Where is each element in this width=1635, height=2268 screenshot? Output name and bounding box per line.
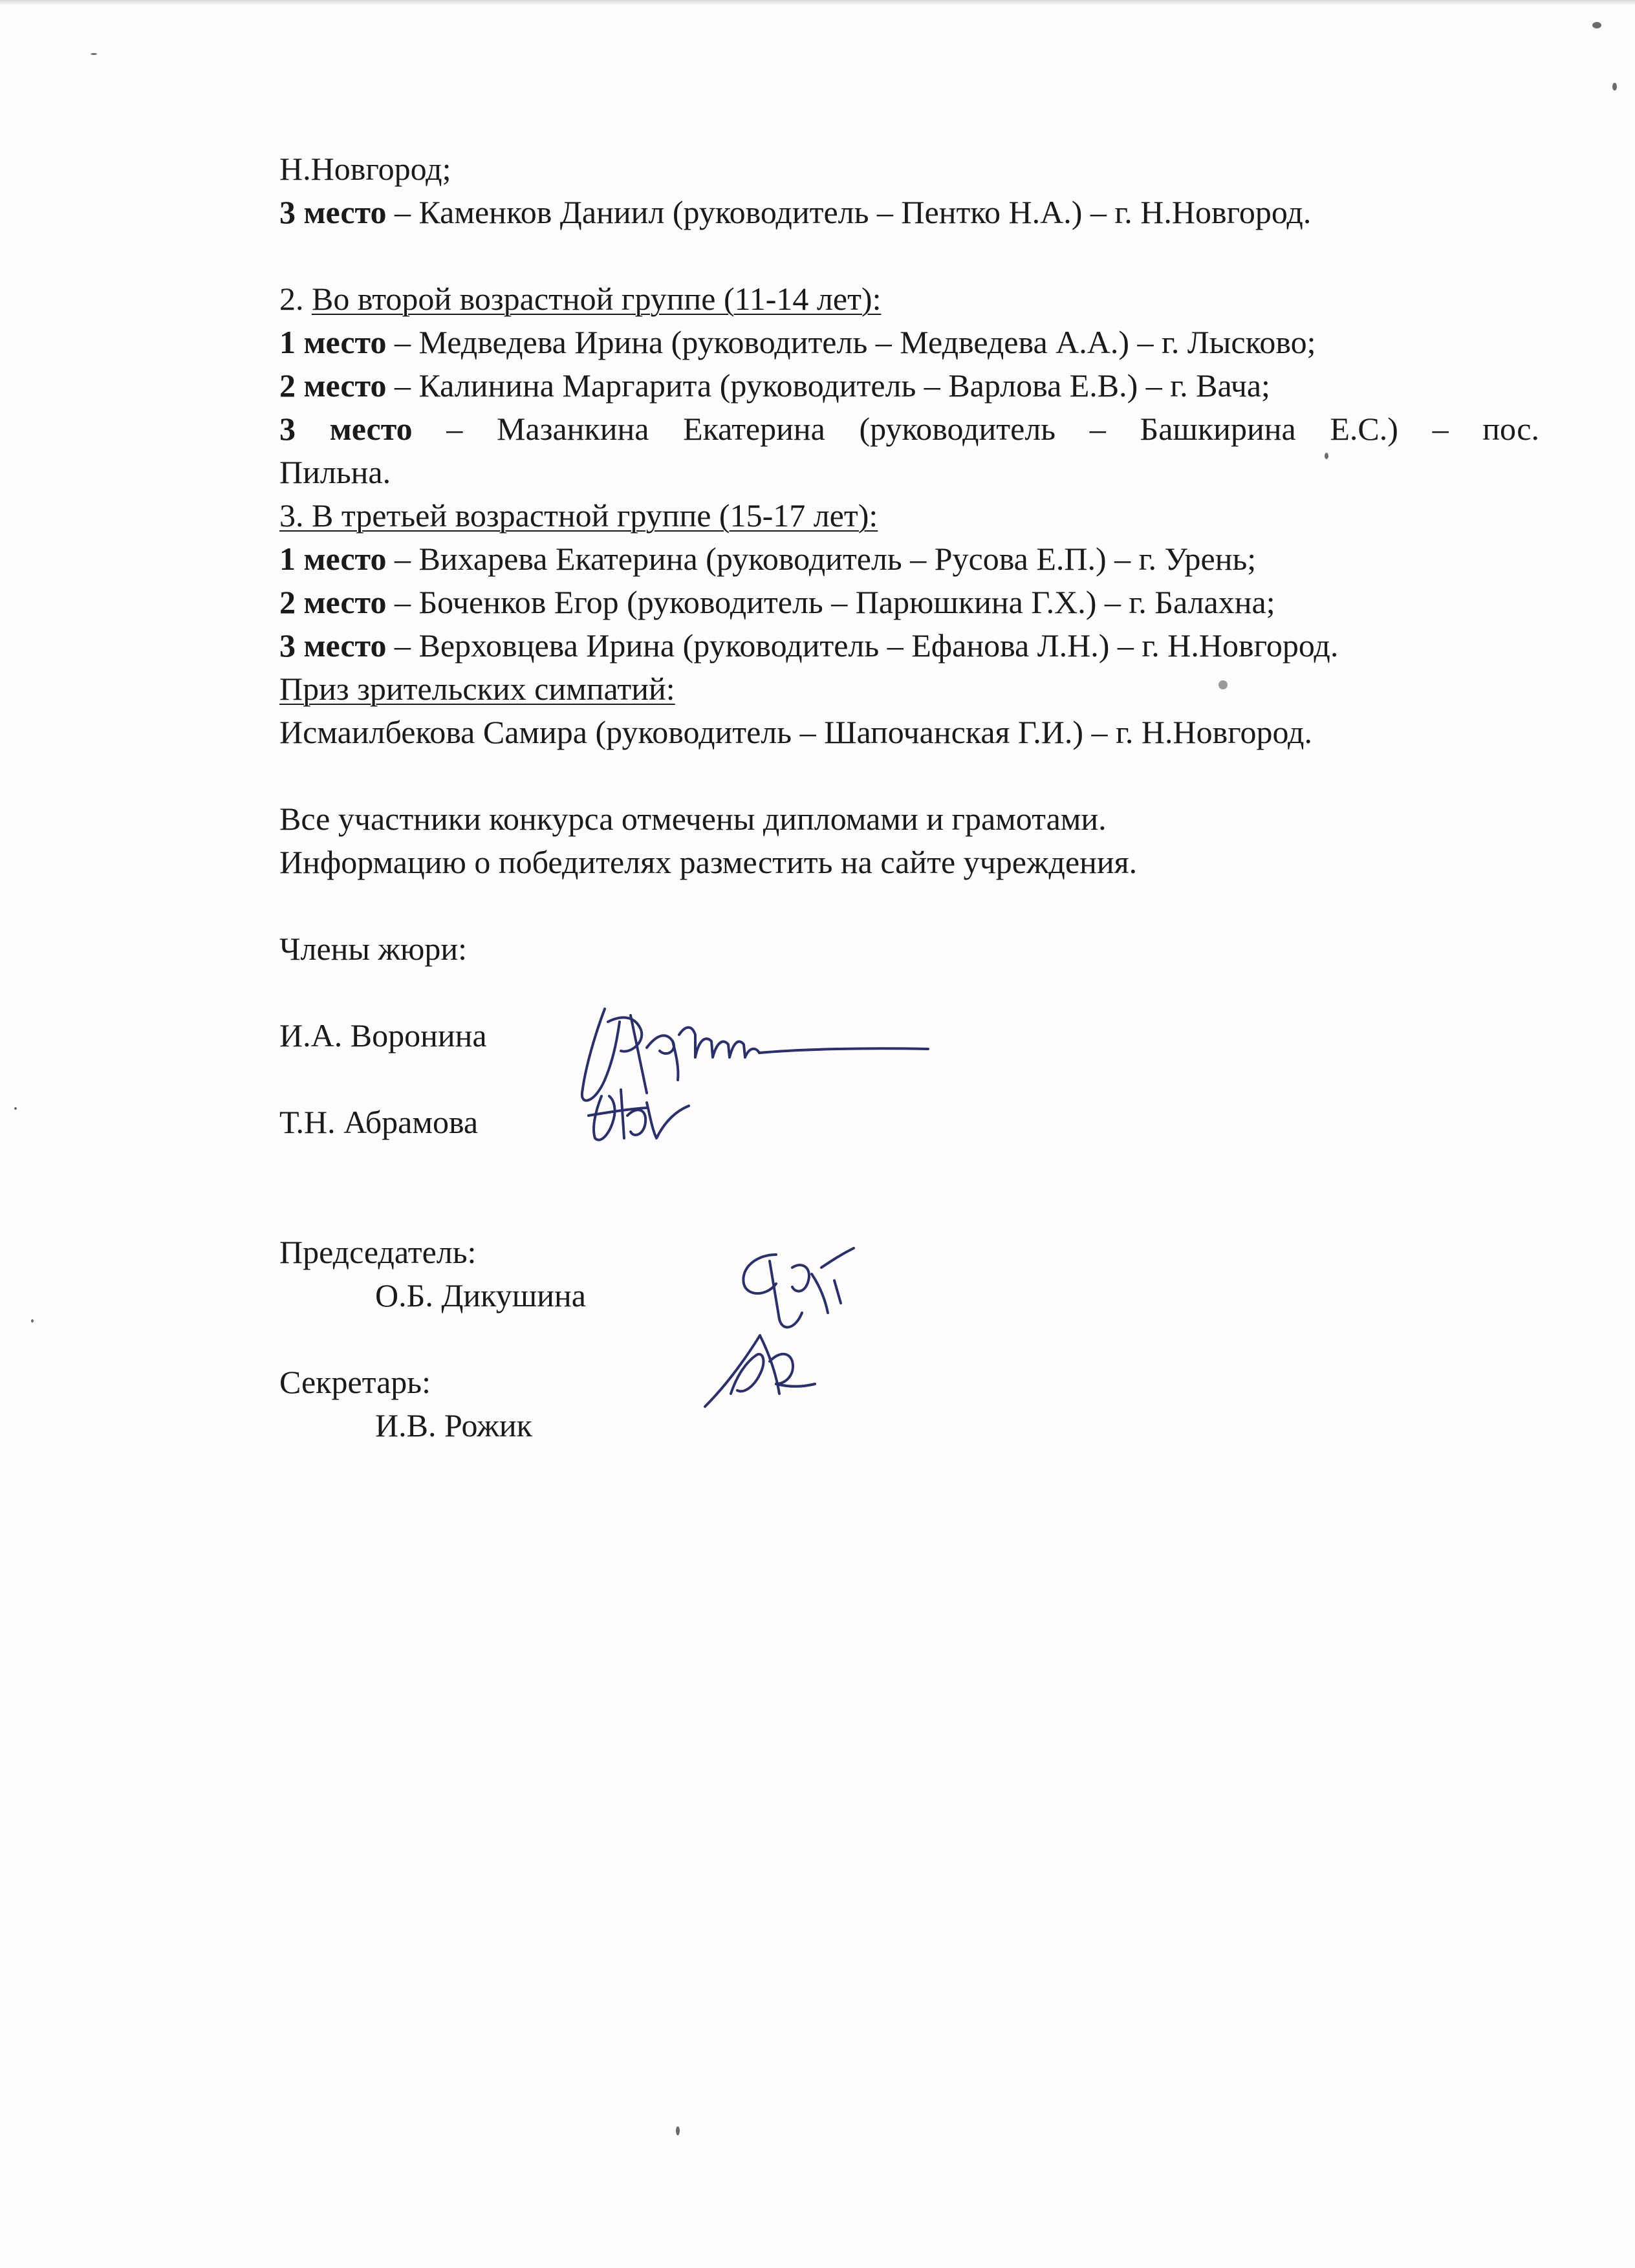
group2-number: 2. (279, 281, 312, 317)
place-text: – Калинина Маргарита (руководитель – Варлова Е.В.) – г. Вача; (386, 367, 1270, 404)
group2-heading (279, 277, 881, 321)
place-label: 3 место (279, 627, 387, 664)
place-label: 3 место (279, 194, 387, 230)
place-text: – Медведева Ирина (руководитель – Медведева А.А.) – г. Лысково; (386, 324, 1316, 360)
closing-line-1: Все участники конкурса отмечены дипломами и грамотами. (279, 801, 1107, 837)
scan-speck (91, 53, 97, 55)
audience-prize-heading: Приз зрительских симпатий: (279, 671, 675, 707)
place-label: 1 место (279, 541, 387, 577)
place-label: 2 место (279, 367, 387, 404)
scan-speck (1592, 22, 1601, 28)
place-label: 3 место (279, 411, 413, 447)
group2-second-place (279, 364, 1270, 407)
signature-abramova (576, 1077, 705, 1148)
secretary-name: И.В. Рожик (375, 1407, 532, 1443)
group2-third-place-continuation: Пильна. (279, 454, 391, 490)
group1-third-place (279, 191, 1311, 234)
group2-first-place (279, 321, 1316, 364)
place-text: – Каменков Даниил (руководитель – Пентко Н.А.) – г. Н.Новгород. (386, 194, 1312, 230)
group2-third-place (279, 407, 1539, 451)
place-text: – Боченков Егор (руководитель – Парюшкина Г.Х.) – г. Балахна; (386, 584, 1275, 620)
place-label: 1 место (279, 324, 387, 360)
scan-speck (1612, 83, 1617, 91)
scan-speck (676, 2126, 680, 2135)
chairman-label: Председатель: (279, 1234, 477, 1270)
secretary-label: Секретарь: (279, 1364, 431, 1400)
jury-member-2: Т.Н. Абрамова (279, 1104, 479, 1140)
closing-line-2: Информацию о победителях разместить на сайте учреждения. (279, 844, 1138, 880)
group3-third-place (279, 624, 1338, 667)
chairman-name: О.Б. Дикушина (375, 1277, 586, 1313)
jury-label: Члены жюри: (279, 931, 468, 967)
group3-first-place (279, 537, 1256, 581)
scan-speck (14, 1107, 17, 1110)
scan-speck (1218, 680, 1228, 689)
scan-speck (31, 1319, 34, 1323)
intro-tail: Н.Новгород; (279, 151, 451, 187)
scan-speck (1325, 453, 1328, 459)
place-text: – Вихарева Екатерина (руководитель – Русова Е.П.) – г. Урень; (386, 541, 1257, 577)
signature-rozhik (698, 1323, 821, 1413)
place-text: – Верховцева Ирина (руководитель – Ефанова Л.Н.) – г. Н.Новгород. (386, 627, 1339, 664)
place-text: – Мазанкина Екатерина (руководитель – Башкирина Е.С.) – пос. (412, 411, 1539, 447)
group3-second-place (279, 581, 1275, 624)
group2-title: Во второй возрастной группе (11-14 лет): (312, 281, 882, 317)
audience-prize-winner: Исмаилбекова Самира (руководитель – Шапочанская Г.И.) – г. Н.Новгород. (279, 714, 1312, 750)
scan-top-edge (0, 0, 1635, 5)
place-label: 2 место (279, 584, 387, 620)
group3-heading: 3. В третьей возрастной группе (15-17 лет): (279, 497, 878, 534)
jury-member-1: И.А. Воронина (279, 1017, 487, 1053)
